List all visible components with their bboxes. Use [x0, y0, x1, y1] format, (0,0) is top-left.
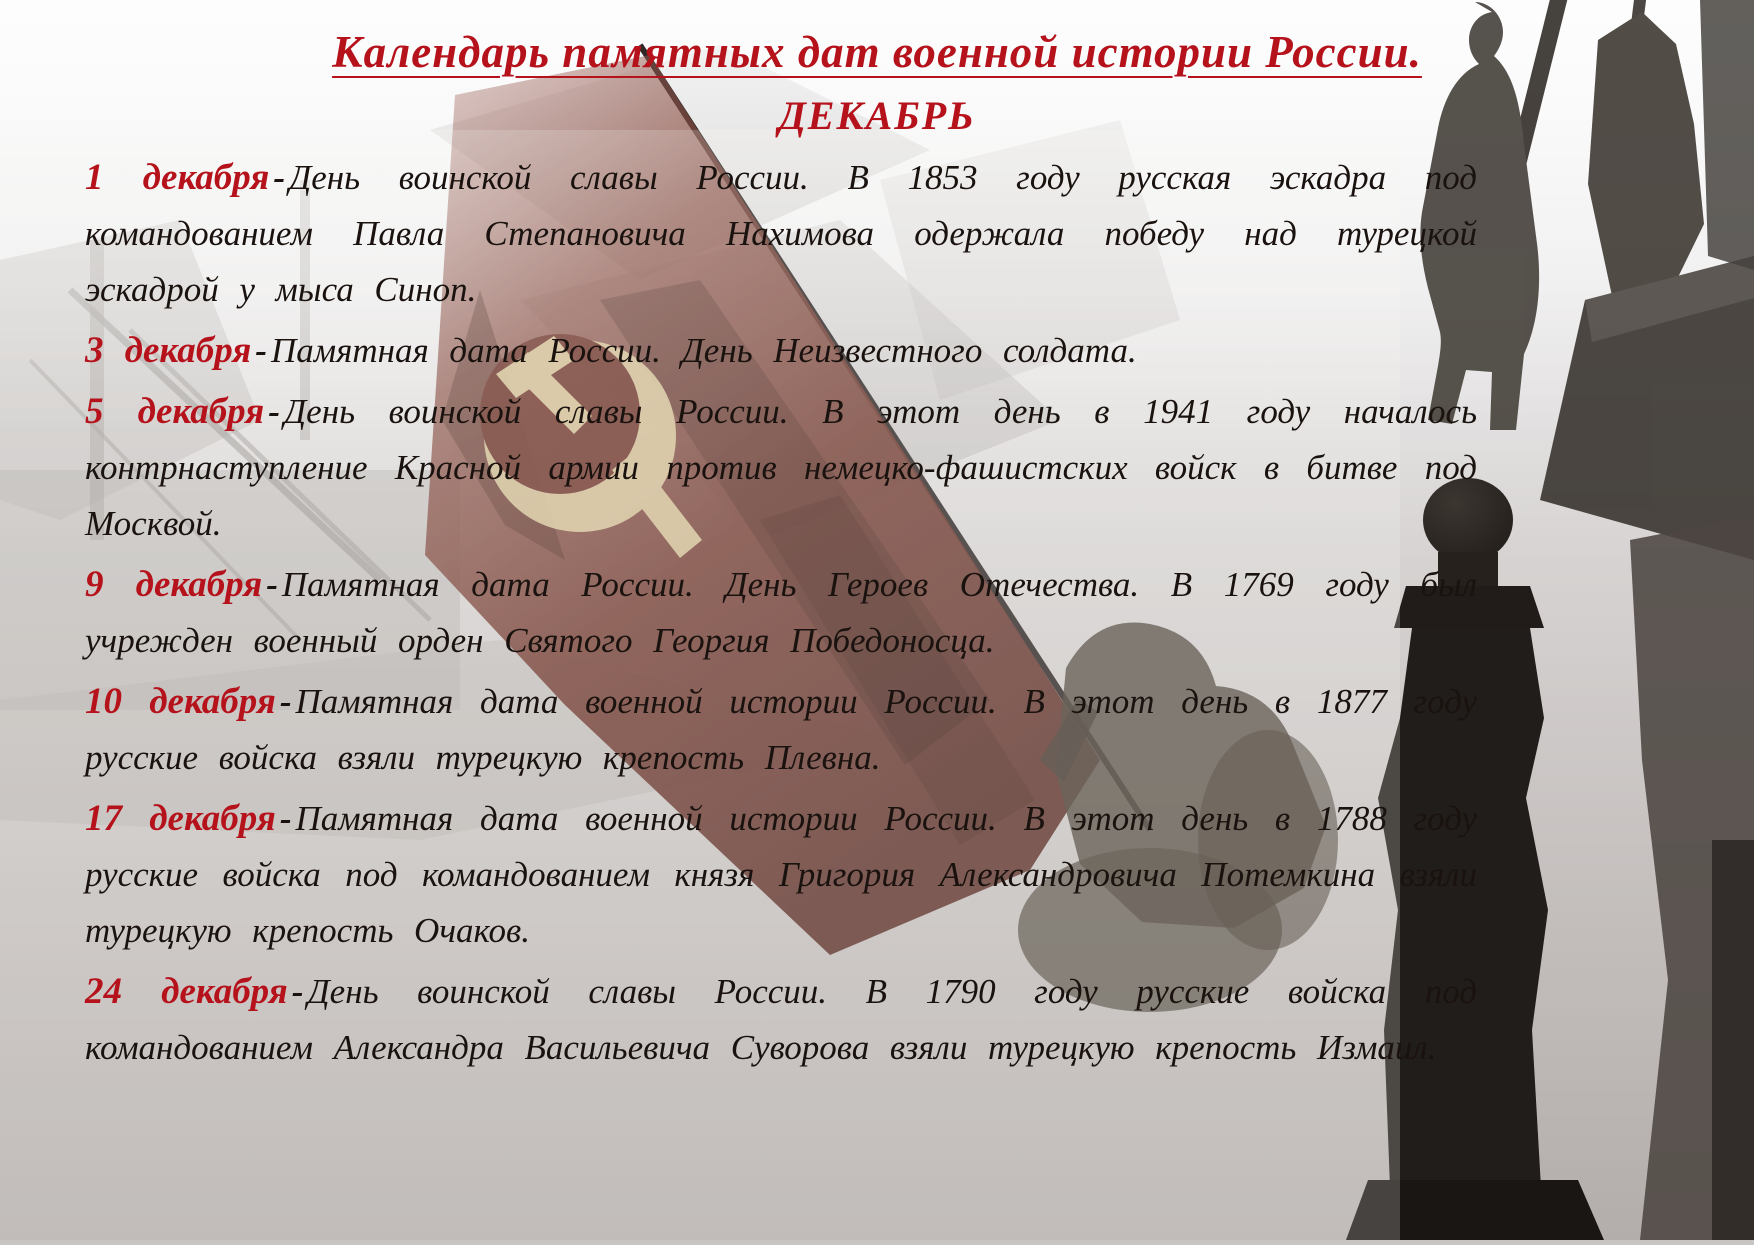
- entry-date: 10 декабря: [85, 681, 276, 722]
- entry-9-december: [85, 557, 1477, 669]
- entry-dash: -: [266, 565, 278, 604]
- entry-17-december: [85, 791, 1477, 959]
- entry-dash: -: [291, 972, 304, 1011]
- entry-date: 3 декабря: [85, 330, 252, 371]
- entry-date: 17 декабря: [85, 798, 276, 839]
- entry-dash: -: [279, 799, 292, 838]
- entry-date: 9 декабря: [85, 564, 263, 605]
- page-subtitle: ДЕКАБРЬ: [778, 93, 976, 138]
- entry-text: День воинской славы России. В 1853 году русская эскадра под командованием Павла Степановича Нахимова одержала победу над турецкой эскадрой у мыса Синоп.: [85, 158, 1477, 309]
- entry-1-december: [85, 150, 1477, 318]
- entry-5-december: [85, 384, 1477, 552]
- entry-date: 5 декабря: [85, 391, 265, 432]
- header: [0, 26, 1754, 139]
- entry-24-december: [85, 964, 1477, 1076]
- entry-text: День воинской славы России. В 1790 году русские войска под командованием Александра Васильевича Суворова взяли турецкую крепость Измаил.: [85, 972, 1478, 1067]
- entry-dash: -: [268, 392, 280, 431]
- entry-dash: -: [255, 331, 267, 370]
- page-title: Календарь памятных дат военной истории России.: [332, 27, 1422, 77]
- entry-dash: -: [279, 682, 292, 721]
- entries-list: [85, 150, 1477, 1081]
- entry-text: День воинской славы России. В этот день в 1941 году началось контрнаступление Красной армии против немецко-фашистских войск в битве под Москвой.: [85, 392, 1477, 543]
- entry-3-december: [85, 323, 1477, 379]
- entry-dash: -: [273, 158, 285, 197]
- entry-text: Памятная дата военной истории России. В этот день в 1788 году русские войска под командованием князя Григория Александровича Потемкина взяли турецкую крепость Очаков.: [85, 799, 1478, 950]
- entry-text: Памятная дата военной истории России. В этот день в 1877 году русские войска взяли турецкую крепость Плевна.: [85, 682, 1478, 777]
- entry-date: 1 декабря: [85, 157, 270, 198]
- entry-text: Памятная дата России. День Неизвестного солдата.: [270, 331, 1137, 370]
- entry-date: 24 декабря: [85, 971, 288, 1012]
- entry-text: Памятная дата России. День Героев Отечества. В 1769 году был учрежден военный орден Святого Георгия Победоносца.: [85, 565, 1477, 660]
- entry-10-december: [85, 674, 1477, 786]
